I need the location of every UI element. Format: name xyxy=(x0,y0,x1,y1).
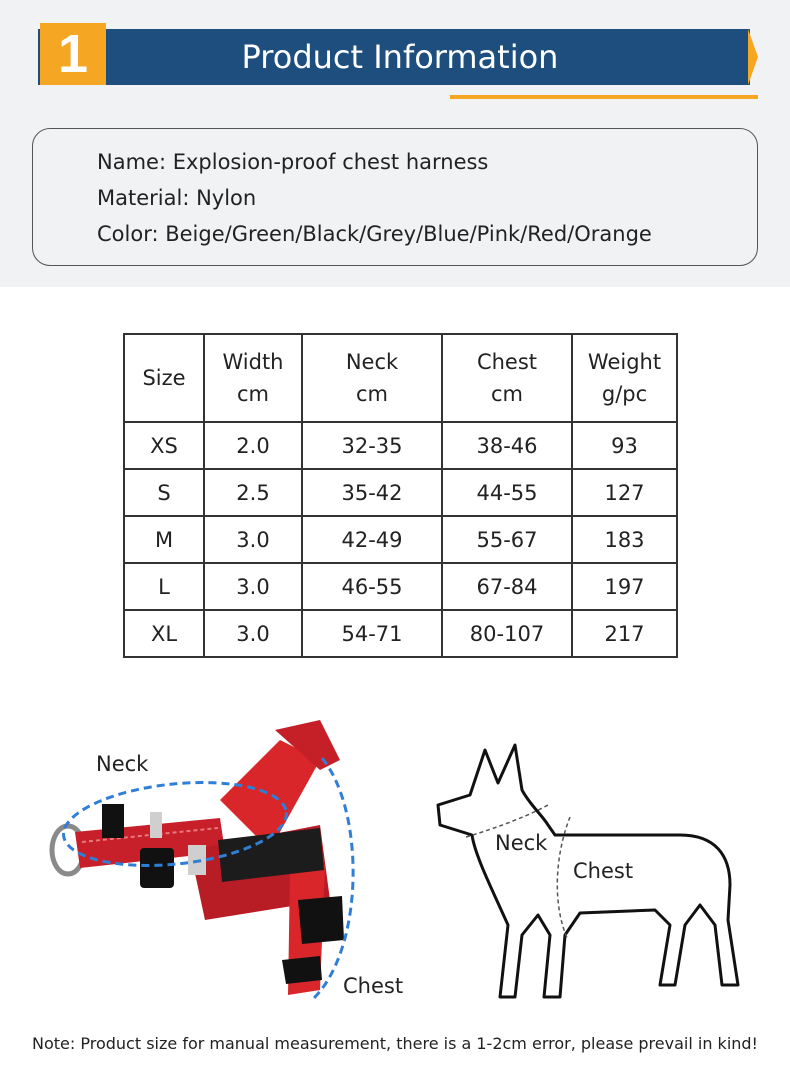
cell-neck: 35-42 xyxy=(302,469,442,516)
header-weight: Weight g/pc xyxy=(572,334,677,422)
cell-width: 3.0 xyxy=(204,610,302,657)
cell-weight: 183 xyxy=(572,516,677,563)
harness-illustration xyxy=(20,700,400,1020)
cell-weight: 127 xyxy=(572,469,677,516)
harness-chest-label: Chest xyxy=(343,974,404,998)
section-title: Product Information xyxy=(241,38,559,76)
size-chart-table xyxy=(123,333,678,658)
cell-size: L xyxy=(124,563,204,610)
header-chest: Chest cm xyxy=(442,334,572,422)
cell-width: 2.5 xyxy=(204,469,302,516)
product-name: Name: Explosion-proof chest harness xyxy=(97,150,489,174)
banner-tail-accent xyxy=(748,29,758,85)
cell-chest: 80-107 xyxy=(442,610,572,657)
banner-underline xyxy=(450,95,758,99)
cell-size: S xyxy=(124,469,204,516)
cell-chest: 44-55 xyxy=(442,469,572,516)
clip-buckle-icon xyxy=(298,896,344,944)
cell-neck: 46-55 xyxy=(302,563,442,610)
dog-neck-label: Neck xyxy=(495,831,548,855)
table-header-row xyxy=(124,334,677,422)
cell-neck: 54-71 xyxy=(302,610,442,657)
cell-weight: 197 xyxy=(572,563,677,610)
harness-neck-label: Neck xyxy=(96,752,149,776)
cell-width: 2.0 xyxy=(204,422,302,469)
table-row xyxy=(124,516,677,563)
product-material: Material: Nylon xyxy=(97,186,257,210)
header-width: Width cm xyxy=(204,334,302,422)
cell-size: XS xyxy=(124,422,204,469)
cell-weight: 217 xyxy=(572,610,677,657)
cell-chest: 67-84 xyxy=(442,563,572,610)
cell-size: M xyxy=(124,516,204,563)
table-row xyxy=(124,610,677,657)
dog-chest-label: Chest xyxy=(573,859,634,883)
cell-weight: 93 xyxy=(572,422,677,469)
cell-chest: 55-67 xyxy=(442,516,572,563)
cell-width: 3.0 xyxy=(204,563,302,610)
measurement-note: Note: Product size for manual measurement, there is a 1-2cm error, please prevail in kind! xyxy=(32,1034,758,1053)
side-buckle xyxy=(102,804,124,838)
header-neck: Neck cm xyxy=(302,334,442,422)
cell-neck: 42-49 xyxy=(302,516,442,563)
cell-neck: 32-35 xyxy=(302,422,442,469)
section-number-badge: 1 xyxy=(40,23,106,85)
table-row xyxy=(124,422,677,469)
table-row xyxy=(124,469,677,516)
table-row xyxy=(124,563,677,610)
cell-chest: 38-46 xyxy=(442,422,572,469)
cell-width: 3.0 xyxy=(204,516,302,563)
product-colors: Color: Beige/Green/Black/Grey/Blue/Pink/Red/Orange xyxy=(97,222,652,246)
cell-size: XL xyxy=(124,610,204,657)
header-size: Size xyxy=(124,334,204,422)
slider-buckle xyxy=(140,848,174,888)
